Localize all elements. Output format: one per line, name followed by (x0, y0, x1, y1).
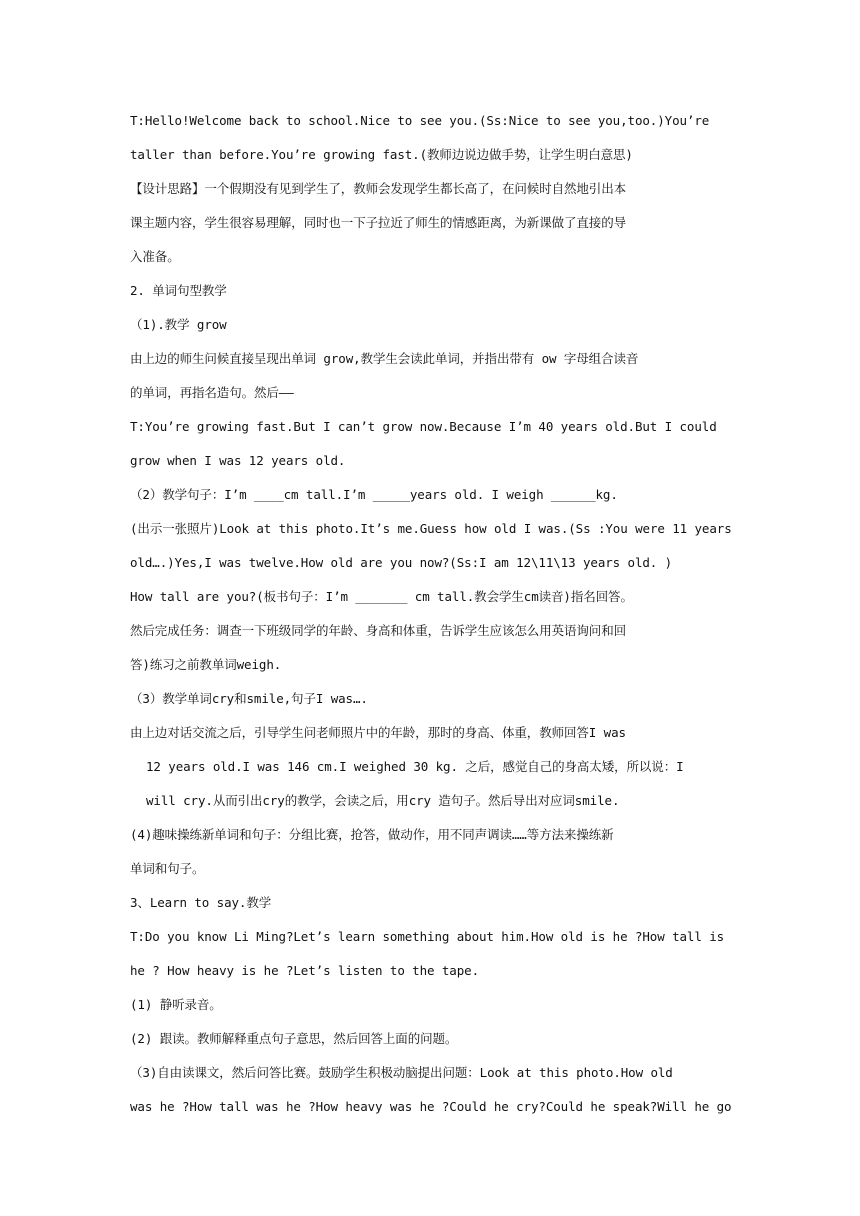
text-line: (出示一张照片)Look at this photo.It’s me.Guess how old I was.(Ss :You were 11 years (130, 521, 732, 536)
text-line: he ? How heavy is he ?Let’s listen to the tape. (130, 963, 480, 978)
text-line: 课主题内容，学生很容易理解，同时也一下子拉近了师生的情感距离，为新课做了直接的导 (130, 215, 627, 230)
text-line: T:You’re growing fast.But I can’t grow now.Because I’m 40 years old.But I could (130, 419, 717, 434)
list-item: (2) 跟读。教师解释重点句子意思，然后回答上面的问题。 (130, 1031, 458, 1046)
section-heading: 3、Learn to say.教学 (130, 895, 272, 910)
text-line: 由上边对话交流之后，引导学生问老师照片中的年龄，那时的身高、体重，教师回答I was (130, 725, 626, 740)
document-body (130, 108, 732, 1128)
subsection-heading: (4)趣味操练新单词和句子：分组比赛，抢答，做动作，用不同声调读……等方法来操练新 (130, 827, 614, 842)
text-line: T:Do you know Li Ming?Let’s learn something about him.How old is he ?How tall is (130, 929, 725, 944)
text-line: 由上边的师生问候直接呈现出单词 grow,教学生会读此单词，并指出带有 ow 字母组合读音 (130, 351, 639, 366)
text-line: 然后完成任务：调查一下班级同学的年龄、身高和体重，告诉学生应该怎么用英语询问和回 (130, 623, 627, 638)
subsection-heading: （1).教学 grow (130, 317, 227, 332)
text-line: grow when I was 12 years old. (130, 453, 346, 468)
text-line: T:Hello!Welcome back to school.Nice to see you.(Ss:Nice to see you,too.)You’re (130, 113, 710, 128)
text-line: 入准备。 (130, 249, 180, 264)
text-line: will cry.从而引出cry的教学，会读之后，用cry 造句子。然后导出对应词smile. (146, 793, 620, 808)
text-line: 单词和句子。 (130, 861, 205, 876)
text-line: 12 years old.I was 146 cm.I weighed 30 kg. 之后，感觉自己的身高太矮，所以说：I (146, 759, 684, 774)
text-line: How tall are you?(板书句子：I’m _______ cm tall.教会学生cm读音)指名回答。 (130, 589, 633, 604)
text-line: 【设计思路】一个假期没有见到学生了，教师会发现学生都长高了，在问候时自然地引出本 (130, 181, 627, 196)
text-line: 的单词，再指名造句。然后—— (130, 385, 294, 400)
list-item: （3)自由读课文，然后问答比赛。鼓励学生积极动脑提出问题：Look at this photo.How old (130, 1065, 673, 1080)
text-line: taller than before.You’re growing fast.(教师边说边做手势，让学生明白意思) (130, 147, 633, 162)
text-line: 答)练习之前教单词weigh. (130, 657, 282, 672)
subsection-heading: （3）教学单词cry和smile,句子I was…. (130, 691, 368, 706)
text-line: was he ?How tall was he ?How heavy was he ?Could he cry?Could he speak?Will he go (130, 1099, 732, 1114)
list-item: (1) 静听录音。 (130, 997, 222, 1012)
text-line: old….)Yes,I was twelve.How old are you now?(Ss:I am 12\11\13 years old. ) (130, 555, 673, 570)
subsection-heading: （2）教学句子：I’m ____cm tall.I’m _____years old. I weigh ______kg. (130, 487, 618, 502)
section-heading: 2. 单词句型教学 (130, 283, 227, 298)
